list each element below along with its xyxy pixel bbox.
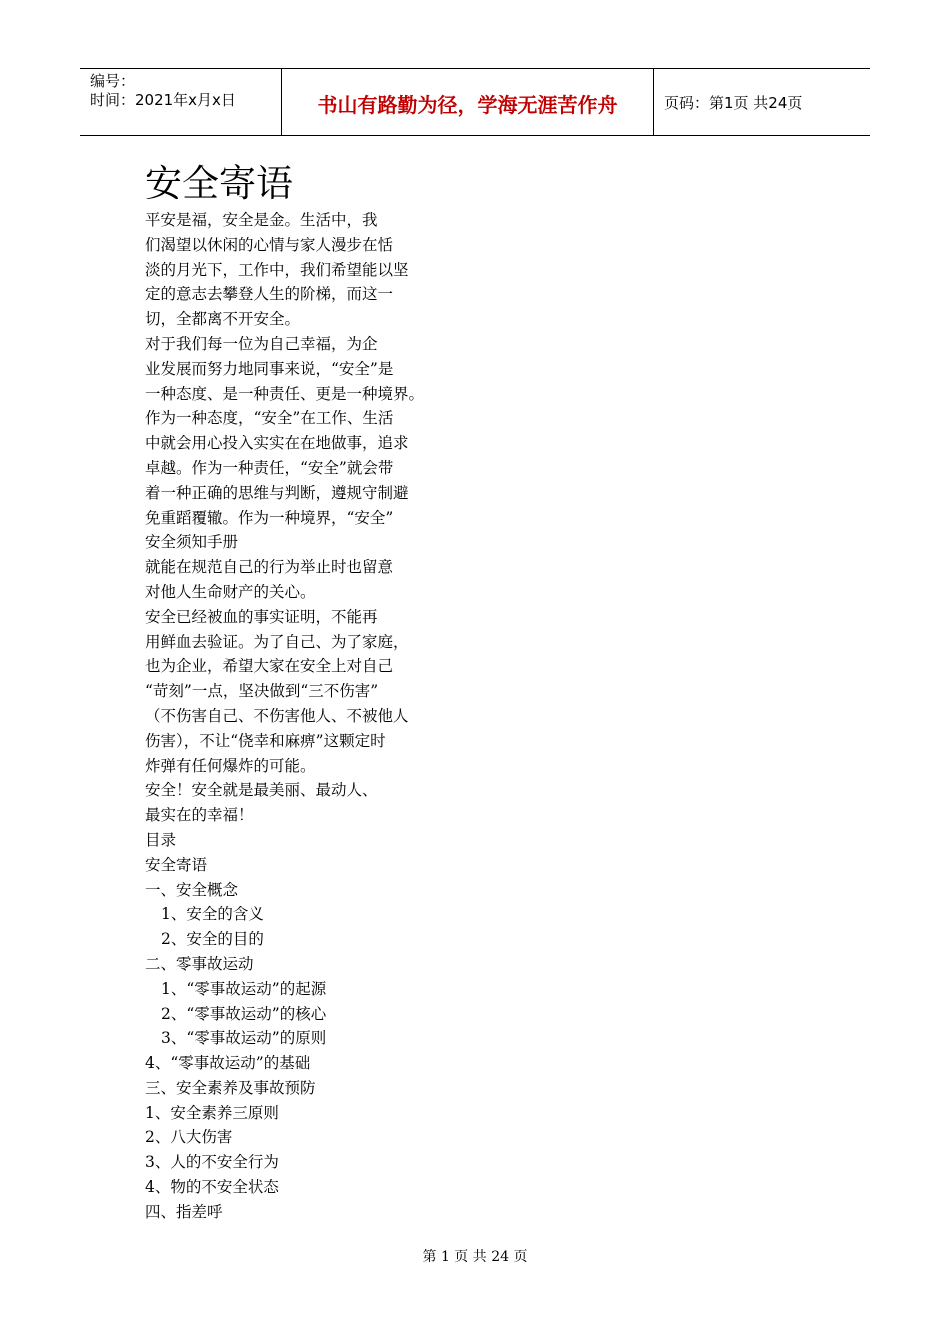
toc-item: 二、零事故运动 [145,954,254,973]
body-line: 们渴望以休闲的心情与家人漫步在恬 [145,235,394,254]
header-page-info: 页码：第1页 共24页 [664,93,803,112]
toc-item: 2、“零事故运动”的核心 [161,1004,327,1023]
toc-item: 3、“零事故运动”的原则 [161,1029,327,1048]
body-line: 安全须知手册 [145,533,239,552]
body-line: 对他人生命财产的关心。 [145,582,316,601]
toc-item: 安全寄语 [145,855,208,874]
body-line: （不伤害自己、不伤害他人、不被他人 [145,706,409,725]
toc-item: 2、安全的目的 [161,930,264,949]
document-date: 时间：2021年x月x日 [90,91,236,109]
body-line: 业发展而努力地同事来说，“安全”是 [145,359,394,378]
body-line: 安全！安全就是最美丽、最动人、 [145,781,378,800]
body-line: 炸弹有任何爆炸的可能。 [145,756,316,775]
body-line: 着一种正确的思维与判断，遵规守制避 [145,483,409,502]
header-table [80,68,870,136]
body-line: 对于我们每一位为自己幸福，为企 [145,334,378,353]
body-line: 淡的月光下，工作中，我们希望能以坚 [145,260,409,279]
document-body [145,160,485,1225]
body-line: 平安是福，安全是金。生活中，我 [145,211,378,229]
body-line: 一种态度、是一种责任、更是一种境界。 [145,384,425,403]
body-line: 切，全都离不开安全。 [145,310,301,329]
toc-item: 1、安全的含义 [161,905,264,924]
header-motto: 书山有路勤为径，学海无涯苦作舟 [282,69,654,135]
body-line: 作为一种态度，“安全”在工作、生活 [145,409,394,428]
body-line: 就能在规范自己的行为举止时也留意 [145,558,394,577]
toc-item: 四、指差呼 [145,1202,223,1221]
document-number-label: 编号： [90,72,136,90]
body-line: 免重蹈覆辙。作为一种境界，“安全” [145,508,394,527]
body-line: 中就会用心投入实实在在地做事，追求 [145,434,409,453]
page-footer: 第 1 页 共 24 页 [422,1249,528,1265]
body-line: “苛刻”一点，坚决做到“三不伤害” [145,682,379,701]
header-meta-cell [80,69,282,135]
body-line: 安全已经被血的事实证明，不能再 [145,607,378,626]
body-line: 也为企业，希望大家在安全上对自己 [145,657,394,676]
body-line: 用鲜血去验证。为了自己、为了家庭， [145,632,409,651]
toc-item: 2、八大伤害 [145,1128,233,1147]
toc-item: 一、安全概念 [145,880,239,899]
body-line: 最实在的幸福！ [145,806,254,825]
toc-item: 4、“零事故运动”的基础 [145,1054,311,1073]
document-title: 安全寄语 [145,162,293,205]
toc-item: 1、“零事故运动”的起源 [161,979,327,998]
body-line: 定的意志去攀登人生的阶梯，而这一 [145,285,394,304]
toc-item: 1、安全素养三原则 [145,1103,279,1122]
body-line: 伤害），不让“侥幸和麻痹”这颗定时 [145,731,386,750]
toc-item: 三、安全素养及事故预防 [145,1078,316,1097]
toc-item: 3、人的不安全行为 [145,1153,279,1172]
toc-item: 4、物的不安全状态 [145,1178,279,1197]
toc-heading: 目录 [145,830,177,849]
body-line: 卓越。作为一种责任，“安全”就会带 [145,458,394,477]
